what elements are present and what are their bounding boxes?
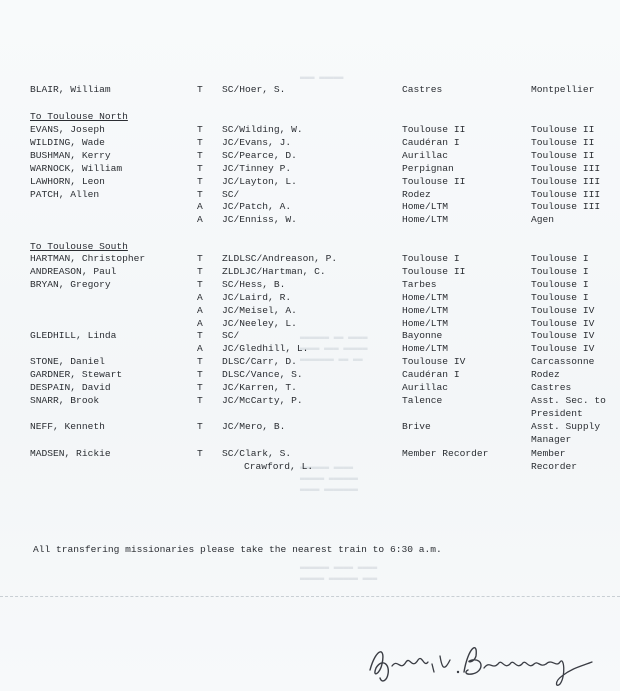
missionary-name: BRYAN, Gregory [30,278,111,290]
transfer-code: A [197,291,203,303]
to-area: Agen [531,214,555,226]
missionary-name: SNARR, Brook [30,394,100,406]
transfer-code: A [197,343,203,355]
transfer-row [0,123,620,136]
companion-assignment: JC/Laird, R. [222,291,292,303]
bleed-through-text: ▂▂▂▂▂▂ ▂▂▂▂ ▂▂▂▂▂ ▂▂▂▂▂▂ ▂▂▂▂ ▂▂▂▂▂▂▂ [300,461,358,492]
to-area: Asst. Supply [531,421,601,433]
transfer-code: A [197,304,203,316]
from-area: Tarbes [402,278,437,290]
from-area: Perpignan [402,162,454,174]
section-heading-south: To Toulouse South [30,241,128,252]
to-area: Toulouse III [531,201,601,213]
from-area: Home/LTM [402,214,449,226]
footer-note: All transfering missionaries please take the nearest train to 6:30 a.m. [33,544,442,555]
transfer-code: A [197,201,203,213]
transfer-code: T [197,447,203,459]
transfer-row [0,175,620,188]
transfer-code: T [197,382,203,393]
from-area: Aurillac [402,149,449,161]
companion-assignment: SC/Hoer, S. [222,84,286,95]
transfer-row [0,200,620,213]
from-area: Talence [402,394,443,406]
to-area: Toulouse IV [531,343,595,355]
companion-assignment: SC/ [222,188,240,200]
companion-assignment: JC/Evans, J. [222,136,292,148]
to-area-continued: President [531,407,583,419]
to-area: Toulouse I [531,253,589,264]
transfer-code: T [197,330,203,342]
companion-assignment: DLSC/Vance, S. [222,369,303,381]
to-area-continued: Manager [531,434,572,446]
companion-assignment: JC/Neeley, L. [222,317,297,329]
to-area: Member [531,447,566,459]
companion-assignment: SC/ [222,330,240,342]
companion-assignment: SC/Hess, B. [222,278,286,290]
to-area: Toulouse II [531,149,595,161]
transfer-row [0,304,620,317]
from-area: Home/LTM [402,201,449,213]
missionary-name: WILDING, Wade [30,136,105,148]
transfer-row [0,265,620,278]
from-area: Bayonne [402,330,443,342]
transfer-row [0,394,620,420]
transfer-row-top [0,83,620,96]
to-area: Carcassonne [531,356,595,368]
transfer-code: T [197,278,203,290]
transfer-row [0,447,620,473]
transfer-row [0,188,620,201]
from-area: Rodez [402,188,431,200]
transfer-row [0,329,620,342]
transfer-row [0,381,620,394]
from-area: Caudéran I [402,136,460,148]
from-area: Brive [402,421,431,433]
missionary-name: BLAIR, William [30,84,111,95]
transfer-code: T [197,175,203,187]
to-area: Toulouse II [531,124,595,135]
missionary-name: LAWHORN, Leon [30,175,105,187]
transfer-row [0,149,620,162]
to-area: Toulouse III [531,162,601,174]
companion-assignment: JC/Karren, T. [222,382,297,393]
missionary-name: MADSEN, Rickie [30,447,111,459]
transfer-code: T [197,253,203,264]
companion-assignment: JC/Patch, A. [222,201,292,213]
to-area: Toulouse IV [531,317,595,329]
to-area-continued: Recorder [531,460,578,472]
companion-assignment: SC/Pearce, D. [222,149,297,161]
from-area: Toulouse I [402,253,460,264]
transfer-code: T [197,149,203,161]
transfer-row [0,136,620,149]
from-area: Aurillac [402,382,449,393]
bleed-through-text: ▂▂▂ ▂▂▂▂▂ [300,71,344,80]
companion-assignment: DLSC/Carr, D. [222,356,297,368]
companion-assignment: ZLDLJC/Hartman, C. [222,265,326,277]
transfer-code: T [197,421,203,433]
to-area: Toulouse IV [531,330,595,342]
from-area: Home/LTM [402,317,449,329]
missionary-name: BUSHMAN, Kerry [30,149,111,161]
page-divider [0,596,620,597]
from-area: Home/LTM [402,343,449,355]
transfer-code: A [197,317,203,329]
from-area: Home/LTM [402,291,449,303]
companion-assignment-continued: Crawford, L. [244,460,314,472]
transfer-row [0,317,620,330]
to-area: Asst. Sec. to [531,394,606,406]
companion-assignment: JC/Meisel, A. [222,304,297,316]
missionary-name: WARNOCK, William [30,162,123,174]
from-area: Toulouse II [402,175,466,187]
from-area: Member Recorder [402,447,489,459]
bleed-through-text: ▂▂▂▂▂▂ ▂▂▂▂ ▂▂▂▂ ▂▂▂▂▂ ▂▂▂▂▂▂ ▂▂▂ [300,561,378,581]
transfer-code: T [197,84,203,95]
companion-assignment: JC/McCarty, P. [222,394,303,406]
to-area: Toulouse IV [531,304,595,316]
transfer-row [0,278,620,291]
missionary-name: NEFF, Kenneth [30,421,105,433]
transfer-code: T [197,136,203,148]
companion-assignment: JC/Mero, B. [222,421,286,433]
companion-assignment: SC/Clark, S. [222,447,292,459]
to-area: Toulouse III [531,175,601,187]
companion-assignment: ZLDLSC/Andreason, P. [222,253,338,264]
to-area: Rodez [531,369,560,381]
transfer-code: T [197,265,203,277]
transfer-code: T [197,162,203,174]
to-area: Toulouse III [531,188,601,200]
from-area: Caudéran I [402,369,460,381]
from-area: Castres [402,84,443,95]
missionary-name: DESPAIN, David [30,382,111,393]
missionary-name: ANDREASON, Paul [30,265,117,277]
bleed-through-text: ▂▂▂▂▂▂ ▂▂ ▂▂▂▂ ▂▂▂▂ ▂▂▂ ▂▂▂▂▂ ▂▂▂▂▂▂▂ ▂▂ ▂▂ [300,331,368,362]
companion-assignment: JC/Enniss, W. [222,214,297,226]
from-area: Home/LTM [402,304,449,316]
transfer-row [0,252,620,265]
transfer-row [0,291,620,304]
from-area: Toulouse IV [402,356,466,368]
companion-assignment: JC/Tinney P. [222,162,292,174]
companion-assignment: JC/Gledhill, L. [222,343,309,355]
transfer-code: T [197,394,203,406]
from-area: Toulouse II [402,124,466,135]
companion-assignment: JC/Layton, L. [222,175,297,187]
transfer-code: T [197,188,203,200]
missionary-name: HARTMAN, Christopher [30,253,146,264]
transfer-code: T [197,369,203,381]
transfer-code: T [197,356,203,368]
section-heading-north: To Toulouse North [30,111,128,122]
companion-assignment: SC/Wilding, W. [222,124,303,135]
to-area: Toulouse I [531,265,589,277]
to-area: Toulouse I [531,291,589,303]
missionary-name: PATCH, Allen [30,188,100,200]
missionary-name: EVANS, Joseph [30,124,105,135]
missionary-name: GLEDHILL, Linda [30,330,117,342]
transfer-code: T [197,124,203,135]
transfer-row [0,162,620,175]
from-area: Toulouse II [402,265,466,277]
to-area: Montpellier [531,84,595,95]
to-area: Toulouse II [531,136,595,148]
transfer-row [0,368,620,381]
missionary-name: GARDNER, Stewart [30,369,123,381]
to-area: Toulouse I [531,278,589,290]
transfer-row [0,420,620,446]
transfer-row [0,355,620,368]
transfer-row [0,213,620,226]
to-area: Castres [531,382,572,393]
signature [360,628,600,688]
missionary-name: STONE, Daniel [30,356,105,368]
transfer-code: A [197,214,203,226]
transfer-row [0,342,620,355]
